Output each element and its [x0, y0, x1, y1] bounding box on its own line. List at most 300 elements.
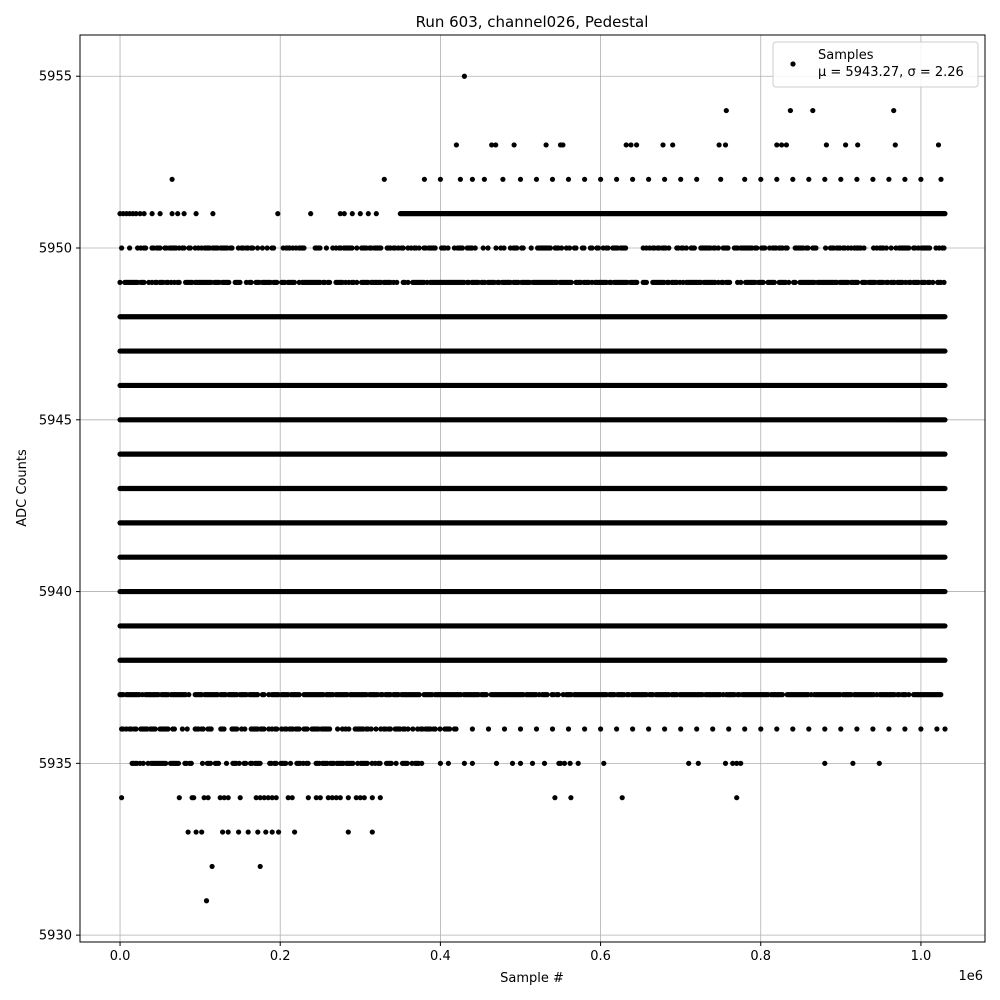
scatter-point: [437, 726, 442, 731]
scatter-point: [150, 211, 155, 216]
scatter-point: [117, 280, 122, 285]
scatter-point: [186, 829, 191, 834]
scatter-point: [559, 245, 564, 250]
y-tick-label: 5955: [38, 69, 72, 85]
scatter-point: [628, 142, 633, 147]
scatter-point: [918, 177, 923, 182]
scatter-point: [725, 245, 730, 250]
scatter-point: [226, 795, 231, 800]
scatter-point: [327, 280, 332, 285]
scatter-point: [786, 280, 791, 285]
scatter-point: [243, 761, 248, 766]
scatter-point: [374, 211, 379, 216]
scatter-point: [822, 761, 827, 766]
scatter-point: [255, 692, 260, 697]
scatter-point: [854, 177, 859, 182]
scatter-point: [510, 761, 515, 766]
scatter-point: [373, 726, 378, 731]
scatter-point: [276, 829, 281, 834]
scatter-point: [805, 245, 810, 250]
scatter-point: [484, 692, 489, 697]
scatter-point: [389, 761, 394, 766]
x-axis-label: Sample #: [500, 971, 564, 986]
scatter-point: [530, 761, 535, 766]
scatter-point: [630, 177, 635, 182]
scatter-point: [258, 864, 263, 869]
scatter-point: [370, 795, 375, 800]
scatter-point: [349, 245, 354, 250]
scatter-point: [598, 177, 603, 182]
x-tick-label: 0.8: [750, 949, 772, 964]
scatter-point: [366, 211, 371, 216]
scatter-point: [511, 142, 516, 147]
scatter-point: [419, 761, 424, 766]
scatter-point: [936, 142, 941, 147]
scatter-point: [454, 142, 459, 147]
scatter-point: [258, 761, 263, 766]
scatter-point: [518, 726, 523, 731]
scatter-point: [723, 761, 728, 766]
scatter-point: [165, 726, 170, 731]
scatter-point: [445, 245, 450, 250]
scatter-point: [793, 280, 798, 285]
scatter-point: [902, 177, 907, 182]
scatter-point: [263, 829, 268, 834]
scatter-point: [838, 726, 843, 731]
x-tick-label: 0.2: [269, 949, 291, 964]
scatter-point: [548, 245, 553, 250]
scatter-point: [206, 795, 211, 800]
scatter-point: [417, 245, 422, 250]
scatter-point: [378, 245, 383, 250]
scatter-point: [238, 795, 243, 800]
scatter-point: [529, 245, 534, 250]
scatter-point: [290, 795, 295, 800]
scatter-point: [774, 142, 779, 147]
scatter-point: [388, 726, 393, 731]
scatter-point: [660, 142, 665, 147]
scatter-point: [405, 726, 410, 731]
scatter-point: [261, 726, 266, 731]
scatter-point: [208, 761, 213, 766]
scatter-point: [292, 280, 297, 285]
scatter-point: [893, 142, 898, 147]
scatter-point: [534, 177, 539, 182]
scatter-point: [886, 726, 891, 731]
scatter-point: [662, 726, 667, 731]
scatter-point: [774, 726, 779, 731]
scatter-point: [177, 280, 182, 285]
scatter-point: [438, 177, 443, 182]
scatter-point: [562, 761, 567, 766]
scatter-point: [274, 761, 279, 766]
scatter-point: [694, 726, 699, 731]
scatter-point: [350, 211, 355, 216]
scatter-point: [822, 177, 827, 182]
scatter-point: [877, 761, 882, 766]
scatter-point: [260, 245, 265, 250]
scatter-point: [143, 245, 148, 250]
scatter-point: [723, 142, 728, 147]
x-axis-offset-label: 1e6: [958, 969, 983, 984]
scatter-point: [634, 142, 639, 147]
scatter-point: [378, 761, 383, 766]
scatter-point: [401, 245, 406, 250]
scatter-point: [318, 795, 323, 800]
scatter-point: [204, 898, 209, 903]
scatter-point: [433, 726, 438, 731]
scatter-point: [362, 795, 367, 800]
scatter-point: [521, 245, 526, 250]
scatter-point: [229, 245, 234, 250]
scatter-point: [545, 692, 550, 697]
scatter-point: [494, 761, 499, 766]
x-tick-label: 0.0: [109, 949, 131, 964]
scatter-point: [518, 177, 523, 182]
scatter-point: [470, 726, 475, 731]
scatter-point: [734, 795, 739, 800]
scatter-point: [242, 726, 247, 731]
scatter-point: [189, 761, 194, 766]
scatter-point: [305, 726, 310, 731]
scatter-point: [614, 726, 619, 731]
scatter-point: [153, 726, 158, 731]
scatter-point: [354, 280, 359, 285]
scatter-point: [250, 245, 255, 250]
scatter-point: [237, 761, 242, 766]
points-layer: [117, 74, 947, 904]
scatter-point: [188, 245, 193, 250]
legend-series-name: Samples: [818, 48, 874, 63]
scatter-point: [889, 245, 894, 250]
scatter-point: [382, 177, 387, 182]
scatter-point: [884, 245, 889, 250]
scatter-point: [556, 692, 561, 697]
scatter-point: [226, 280, 231, 285]
scatter-point: [236, 829, 241, 834]
scatter-point: [270, 829, 275, 834]
scatter-point: [447, 726, 452, 731]
scatter-point: [176, 761, 181, 766]
scatter-point: [209, 726, 214, 731]
scatter-point: [194, 829, 199, 834]
scatter-point: [460, 245, 465, 250]
scatter-point: [624, 142, 629, 147]
scatter-point: [335, 726, 340, 731]
scatter-point: [646, 177, 651, 182]
scatter-point: [274, 795, 279, 800]
scatter-point: [265, 245, 270, 250]
scatter-point: [405, 761, 410, 766]
scatter-point: [191, 795, 196, 800]
scatter-point: [338, 795, 343, 800]
scatter-point: [823, 245, 828, 250]
scatter-point: [182, 211, 187, 216]
scatter-point: [462, 74, 467, 79]
scatter-point: [684, 245, 689, 250]
scatter-point: [646, 726, 651, 731]
scatter-point: [186, 692, 191, 697]
scatter-point: [630, 726, 635, 731]
scatter-point: [824, 142, 829, 147]
scatter-point: [210, 864, 215, 869]
scatter-point: [200, 761, 205, 766]
scatter-point: [806, 177, 811, 182]
scatter-point: [738, 280, 743, 285]
scatter-point: [358, 211, 363, 216]
scatter-point: [774, 177, 779, 182]
scatter-point: [692, 245, 697, 250]
scatter-point: [246, 829, 251, 834]
scatter-point: [127, 245, 132, 250]
scatter-point: [342, 211, 347, 216]
scatter-point: [369, 726, 374, 731]
scatter-point: [288, 761, 293, 766]
scatter-point: [283, 761, 288, 766]
scatter-point: [119, 245, 124, 250]
scatter-point: [780, 692, 785, 697]
scatter-point: [210, 211, 215, 216]
scatter-point: [785, 245, 790, 250]
scatter-point: [761, 280, 766, 285]
scatter-point: [346, 795, 351, 800]
legend-stats: μ = 5943.27, σ = 2.26: [818, 65, 964, 80]
scatter-point: [255, 829, 260, 834]
scatter-point: [576, 761, 581, 766]
scatter-point: [544, 142, 549, 147]
scatter-point: [271, 245, 276, 250]
scatter-point: [623, 245, 628, 250]
scatter-point: [201, 726, 206, 731]
scatter-point: [696, 761, 701, 766]
scatter-point: [446, 761, 451, 766]
scatter-point: [306, 761, 311, 766]
scatter-point: [813, 245, 818, 250]
scatter-point: [806, 726, 811, 731]
scatter-point: [569, 280, 574, 285]
scatter-point: [514, 245, 519, 250]
scatter-point: [493, 142, 498, 147]
scatter-point: [601, 761, 606, 766]
scatter-point: [788, 108, 793, 113]
scatter-point: [237, 280, 242, 285]
scatter-point: [634, 280, 639, 285]
scatter-point: [350, 761, 355, 766]
scatter-point: [938, 177, 943, 182]
scatter-point: [560, 142, 565, 147]
scatter-point: [542, 761, 547, 766]
scatter-point: [170, 177, 175, 182]
scatter-point: [772, 280, 777, 285]
scatter-point: [417, 692, 422, 697]
scatter-point: [742, 726, 747, 731]
scatter-point: [133, 726, 138, 731]
scatter-point: [726, 726, 731, 731]
scatter-point: [790, 177, 795, 182]
scatter-point: [458, 177, 463, 182]
scatter-point: [754, 245, 759, 250]
scatter-point: [870, 726, 875, 731]
scatter-point: [758, 726, 763, 731]
scatter-point: [405, 280, 410, 285]
scatter-point: [710, 726, 715, 731]
scatter-point: [854, 726, 859, 731]
scatter-point: [784, 142, 789, 147]
scatter-point: [598, 726, 603, 731]
scatter-point: [199, 829, 204, 834]
scatter-point: [582, 726, 587, 731]
scatter-point: [742, 177, 747, 182]
scatter-point: [716, 245, 721, 250]
scatter-point: [274, 726, 279, 731]
scatter-point: [891, 108, 896, 113]
scatter-point: [220, 829, 225, 834]
scatter-point: [927, 245, 932, 250]
scatter-point: [500, 177, 505, 182]
scatter-point: [170, 211, 175, 216]
scatter-point: [224, 761, 229, 766]
y-tick-label: 5930: [38, 928, 72, 944]
scatter-point: [473, 245, 478, 250]
scatter-point: [550, 177, 555, 182]
scatter-point: [177, 795, 182, 800]
y-tick-label: 5950: [38, 241, 72, 257]
scatter-point: [573, 245, 578, 250]
scatter-point: [482, 177, 487, 182]
scatter-point: [568, 795, 573, 800]
x-tick-label: 1.0: [910, 949, 932, 964]
scatter-point: [163, 761, 168, 766]
scatter-point: [486, 726, 491, 731]
scatter-point: [410, 726, 415, 731]
y-axis-label: ADC Counts: [15, 449, 30, 527]
scatter-point: [886, 177, 891, 182]
scatter-point: [327, 726, 332, 731]
scatter-point: [249, 280, 254, 285]
scatter-point: [370, 829, 375, 834]
scatter-point: [855, 280, 860, 285]
scatter-point: [261, 692, 266, 697]
scatter-point: [582, 177, 587, 182]
scatter-point: [566, 177, 571, 182]
scatter-point: [175, 211, 180, 216]
scatter-point: [861, 245, 866, 250]
scatter-point: [644, 280, 649, 285]
scatter-point: [779, 142, 784, 147]
scatter-point: [790, 726, 795, 731]
scatter-point: [297, 726, 302, 731]
scatter-point: [394, 280, 399, 285]
scatter-point: [838, 177, 843, 182]
scatter-point: [378, 795, 383, 800]
scatter-point: [941, 280, 946, 285]
scatter-point: [906, 245, 911, 250]
scatter-point: [810, 108, 815, 113]
scatter-point: [216, 761, 221, 766]
scatter-point: [870, 177, 875, 182]
scatter-point: [855, 142, 860, 147]
x-tick-label: 0.6: [590, 949, 611, 964]
scatter-point: [181, 245, 186, 250]
scatter-point: [481, 245, 486, 250]
scatter-point: [694, 177, 699, 182]
scatter-point: [453, 726, 458, 731]
scatter-point: [324, 245, 329, 250]
scatter-point: [354, 245, 359, 250]
scatter-point: [822, 726, 827, 731]
scatter-point: [422, 177, 427, 182]
scatter-point: [501, 245, 506, 250]
scatter-point: [185, 726, 190, 731]
scatter-point: [918, 726, 923, 731]
scatter-point: [317, 245, 322, 250]
scatter-point: [941, 245, 946, 250]
scatter-point: [567, 245, 572, 250]
scatter-point: [394, 761, 399, 766]
scatter-point: [142, 211, 147, 216]
scatter-point: [843, 142, 848, 147]
scatter-point: [297, 692, 302, 697]
x-tick-label: 0.4: [430, 949, 451, 964]
scatter-point: [724, 108, 729, 113]
scatter-point: [346, 829, 351, 834]
scatter-point: [906, 692, 911, 697]
scatter-point: [180, 726, 185, 731]
scatter-point: [274, 280, 279, 285]
scatter-point: [141, 761, 146, 766]
scatter-point: [493, 245, 498, 250]
scatter-point: [938, 692, 943, 697]
legend: [773, 42, 978, 87]
legend-marker: [790, 61, 795, 66]
scatter-point: [678, 177, 683, 182]
scatter-point: [930, 280, 935, 285]
scatter-point: [717, 142, 722, 147]
scatter-point: [308, 211, 313, 216]
scatter-point: [470, 761, 475, 766]
scatter-point: [157, 245, 162, 250]
scatter-point: [605, 245, 610, 250]
scatter-point: [234, 726, 239, 731]
scatter-point: [568, 761, 573, 766]
scatter-point: [172, 726, 177, 731]
scatter-point: [534, 726, 539, 731]
scatter-point: [566, 726, 571, 731]
scatter-point: [485, 245, 490, 250]
scatter-point: [718, 177, 723, 182]
scatter-point: [942, 726, 947, 731]
y-tick-label: 5945: [38, 413, 72, 429]
scatter-point: [433, 245, 438, 250]
scatter-point: [226, 829, 231, 834]
scatter-point: [158, 211, 163, 216]
scatter-point: [306, 795, 311, 800]
scatter-point: [275, 211, 280, 216]
scatter-point: [470, 177, 475, 182]
scatter-point: [552, 795, 557, 800]
scatter-point: [119, 795, 124, 800]
scatter-point: [502, 726, 507, 731]
scatter-point: [614, 177, 619, 182]
ticks-layer: [39, 70, 931, 964]
scatter-point: [221, 726, 226, 731]
chart-title: Run 603, channel026, Pedestal: [415, 13, 649, 31]
scatter-point: [666, 245, 671, 250]
scatter-point: [670, 142, 675, 147]
scatter-point: [662, 177, 667, 182]
scatter-point: [194, 211, 199, 216]
scatter-point: [438, 761, 443, 766]
